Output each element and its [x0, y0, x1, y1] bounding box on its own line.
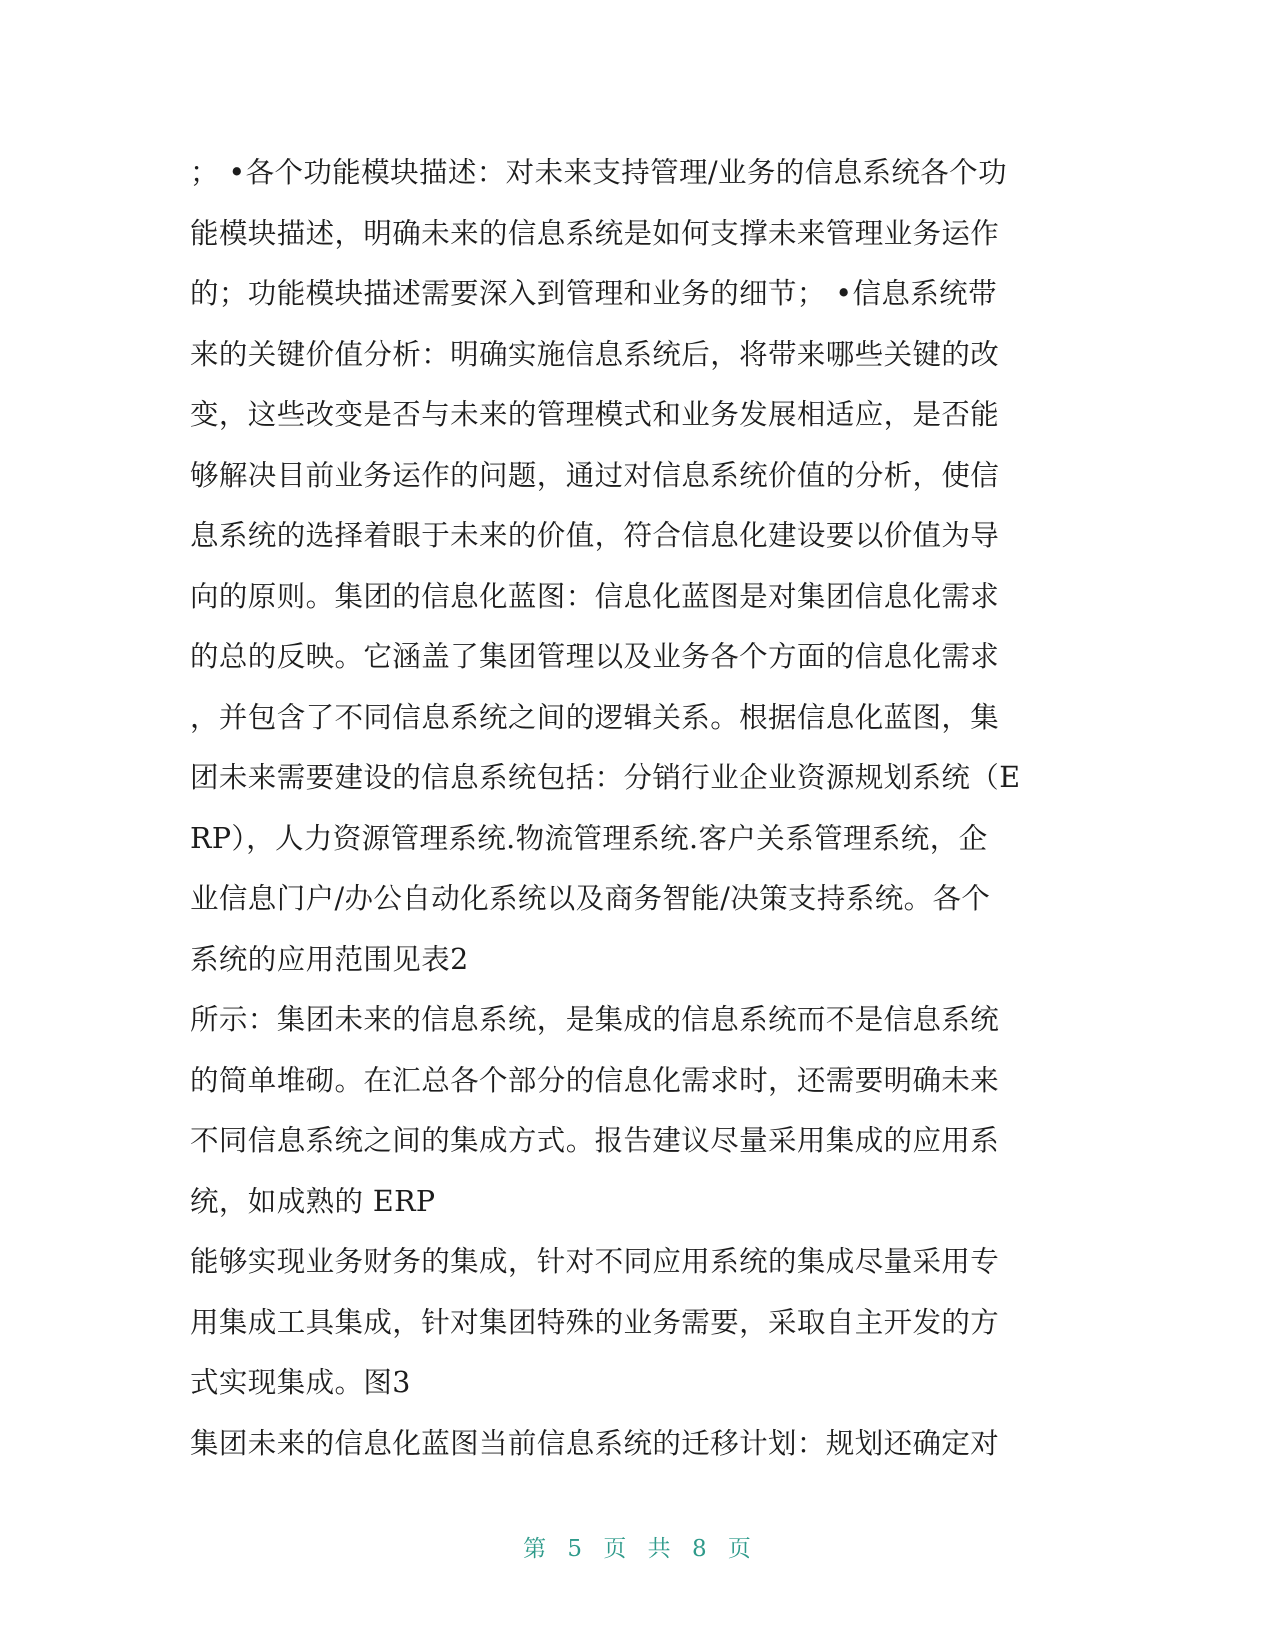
footer-total-pages: 8: [691, 1536, 708, 1562]
text-line: 统，如成熟的 ERP: [190, 1184, 436, 1218]
text-line: 的简单堆砌。在汇总各个部分的信息化需求时，还需要明确未来: [190, 1063, 1000, 1097]
text-line: RP），人力资源管理系统.物流管理系统.客户关系管理系统，企: [190, 821, 988, 855]
text-line: 所示：集团未来的信息系统，是集成的信息系统而不是信息系统: [190, 1003, 1000, 1036]
text-line: 能够实现业务财务的集成，针对不同应用系统的集成尽量采用专: [190, 1245, 1000, 1278]
text-line: ； •各个功能模块描述：对未来支持管理/业务的信息系统各个功: [190, 156, 1007, 189]
text-line: 团未来需要建设的信息系统包括：分销行业企业资源规划系统（E: [190, 761, 1021, 794]
text-line: 变，这些改变是否与未来的管理模式和业务发展相适应，是否能: [190, 398, 1000, 431]
footer-current-page: 5: [567, 1536, 584, 1562]
text-line: ，并包含了不同信息系统之间的逻辑关系。根据信息化蓝图，集: [190, 700, 1000, 734]
body-text: [190, 143, 1070, 1474]
text-line: 息系统的选择着眼于未来的价值，符合信息化建设要以价值为导: [190, 519, 1000, 552]
text-line: 式实现集成。图3: [190, 1366, 411, 1399]
text-line: 用集成工具集成，针对集团特殊的业务需要，采取自主开发的方: [190, 1305, 1000, 1339]
footer-total-prefix: 共: [647, 1536, 672, 1562]
text-line: 来的关键价值分析：明确实施信息系统后，将带来哪些关键的改: [190, 337, 1000, 371]
text-line: 系统的应用范围见表2: [190, 942, 469, 976]
footer-page-prefix: 第: [523, 1536, 548, 1562]
text-line: 向的原则。集团的信息化蓝图：信息化蓝图是对集团信息化需求: [190, 579, 1000, 613]
text-line: 业信息门户/办公自动化系统以及商务智能/决策支持系统。各个: [190, 882, 991, 915]
text-line: 不同信息系统之间的集成方式。报告建议尽量采用集成的应用系: [190, 1124, 1000, 1157]
text-line: 够解决目前业务运作的问题，通过对信息系统价值的分析，使信: [190, 458, 1000, 492]
text-line: 的总的反映。它涵盖了集团管理以及业务各个方面的信息化需求: [190, 640, 1000, 673]
footer-page-unit: 页: [603, 1536, 628, 1562]
text-line: 的；功能模块描述需要深入到管理和业务的细节； •信息系统带: [190, 277, 997, 310]
footer-total-unit: 页: [727, 1536, 752, 1562]
page-footer: [0, 1530, 1275, 1563]
text-line: 能模块描述，明确未来的信息系统是如何支撑未来管理业务运作: [190, 216, 1000, 250]
text-line: 集团未来的信息化蓝图当前信息系统的迁移计划：规划还确定对: [190, 1426, 1000, 1460]
